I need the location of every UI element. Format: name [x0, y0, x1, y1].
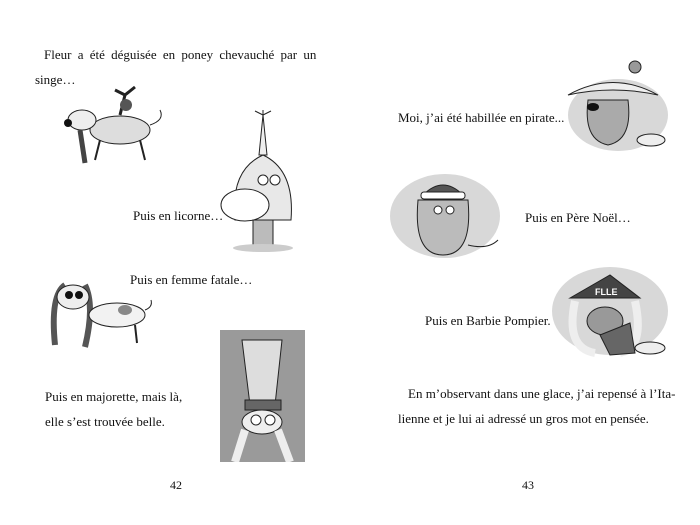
- hat-text: FLLE: [595, 287, 618, 297]
- paragraph-line: Fleur a été déguisée en poney chevauché par un: [44, 47, 317, 62]
- caption-femme-fatale: Puis en femme fatale…: [130, 272, 253, 287]
- caption-barbie-pompier: Puis en Barbie Pompier.: [425, 313, 551, 328]
- caption-majorette-line2: elle s’est trouvée belle.: [45, 414, 165, 429]
- femme-fatale-dog-illustration: [45, 275, 155, 353]
- page-number-left: 42: [170, 478, 182, 492]
- caption-unicorn: Puis en licorne…: [133, 208, 224, 223]
- paragraph-line: En m’observant dans une glace, j’ai repensé à l’Ita-: [408, 386, 676, 401]
- caption-santa: Puis en Père Noël…: [525, 210, 631, 225]
- firefighter-dog-illustration: [540, 263, 670, 361]
- caption-majorette-line1: Puis en majorette, mais là,: [45, 389, 183, 404]
- santa-dog-illustration: [388, 170, 503, 262]
- unicorn-illustration: [215, 110, 305, 255]
- pony-monkey-illustration: [60, 85, 165, 165]
- caption-pirate: Moi, j’ai été habillée en pirate...: [398, 110, 565, 125]
- pirate-dog-illustration: [563, 55, 668, 152]
- paragraph-line: singe…: [35, 72, 76, 87]
- paragraph-line: lienne et je lui ai adressé un gros mot en pensée.: [398, 411, 649, 426]
- majorette-illustration: [220, 330, 305, 462]
- page-number-right: 43: [522, 478, 534, 492]
